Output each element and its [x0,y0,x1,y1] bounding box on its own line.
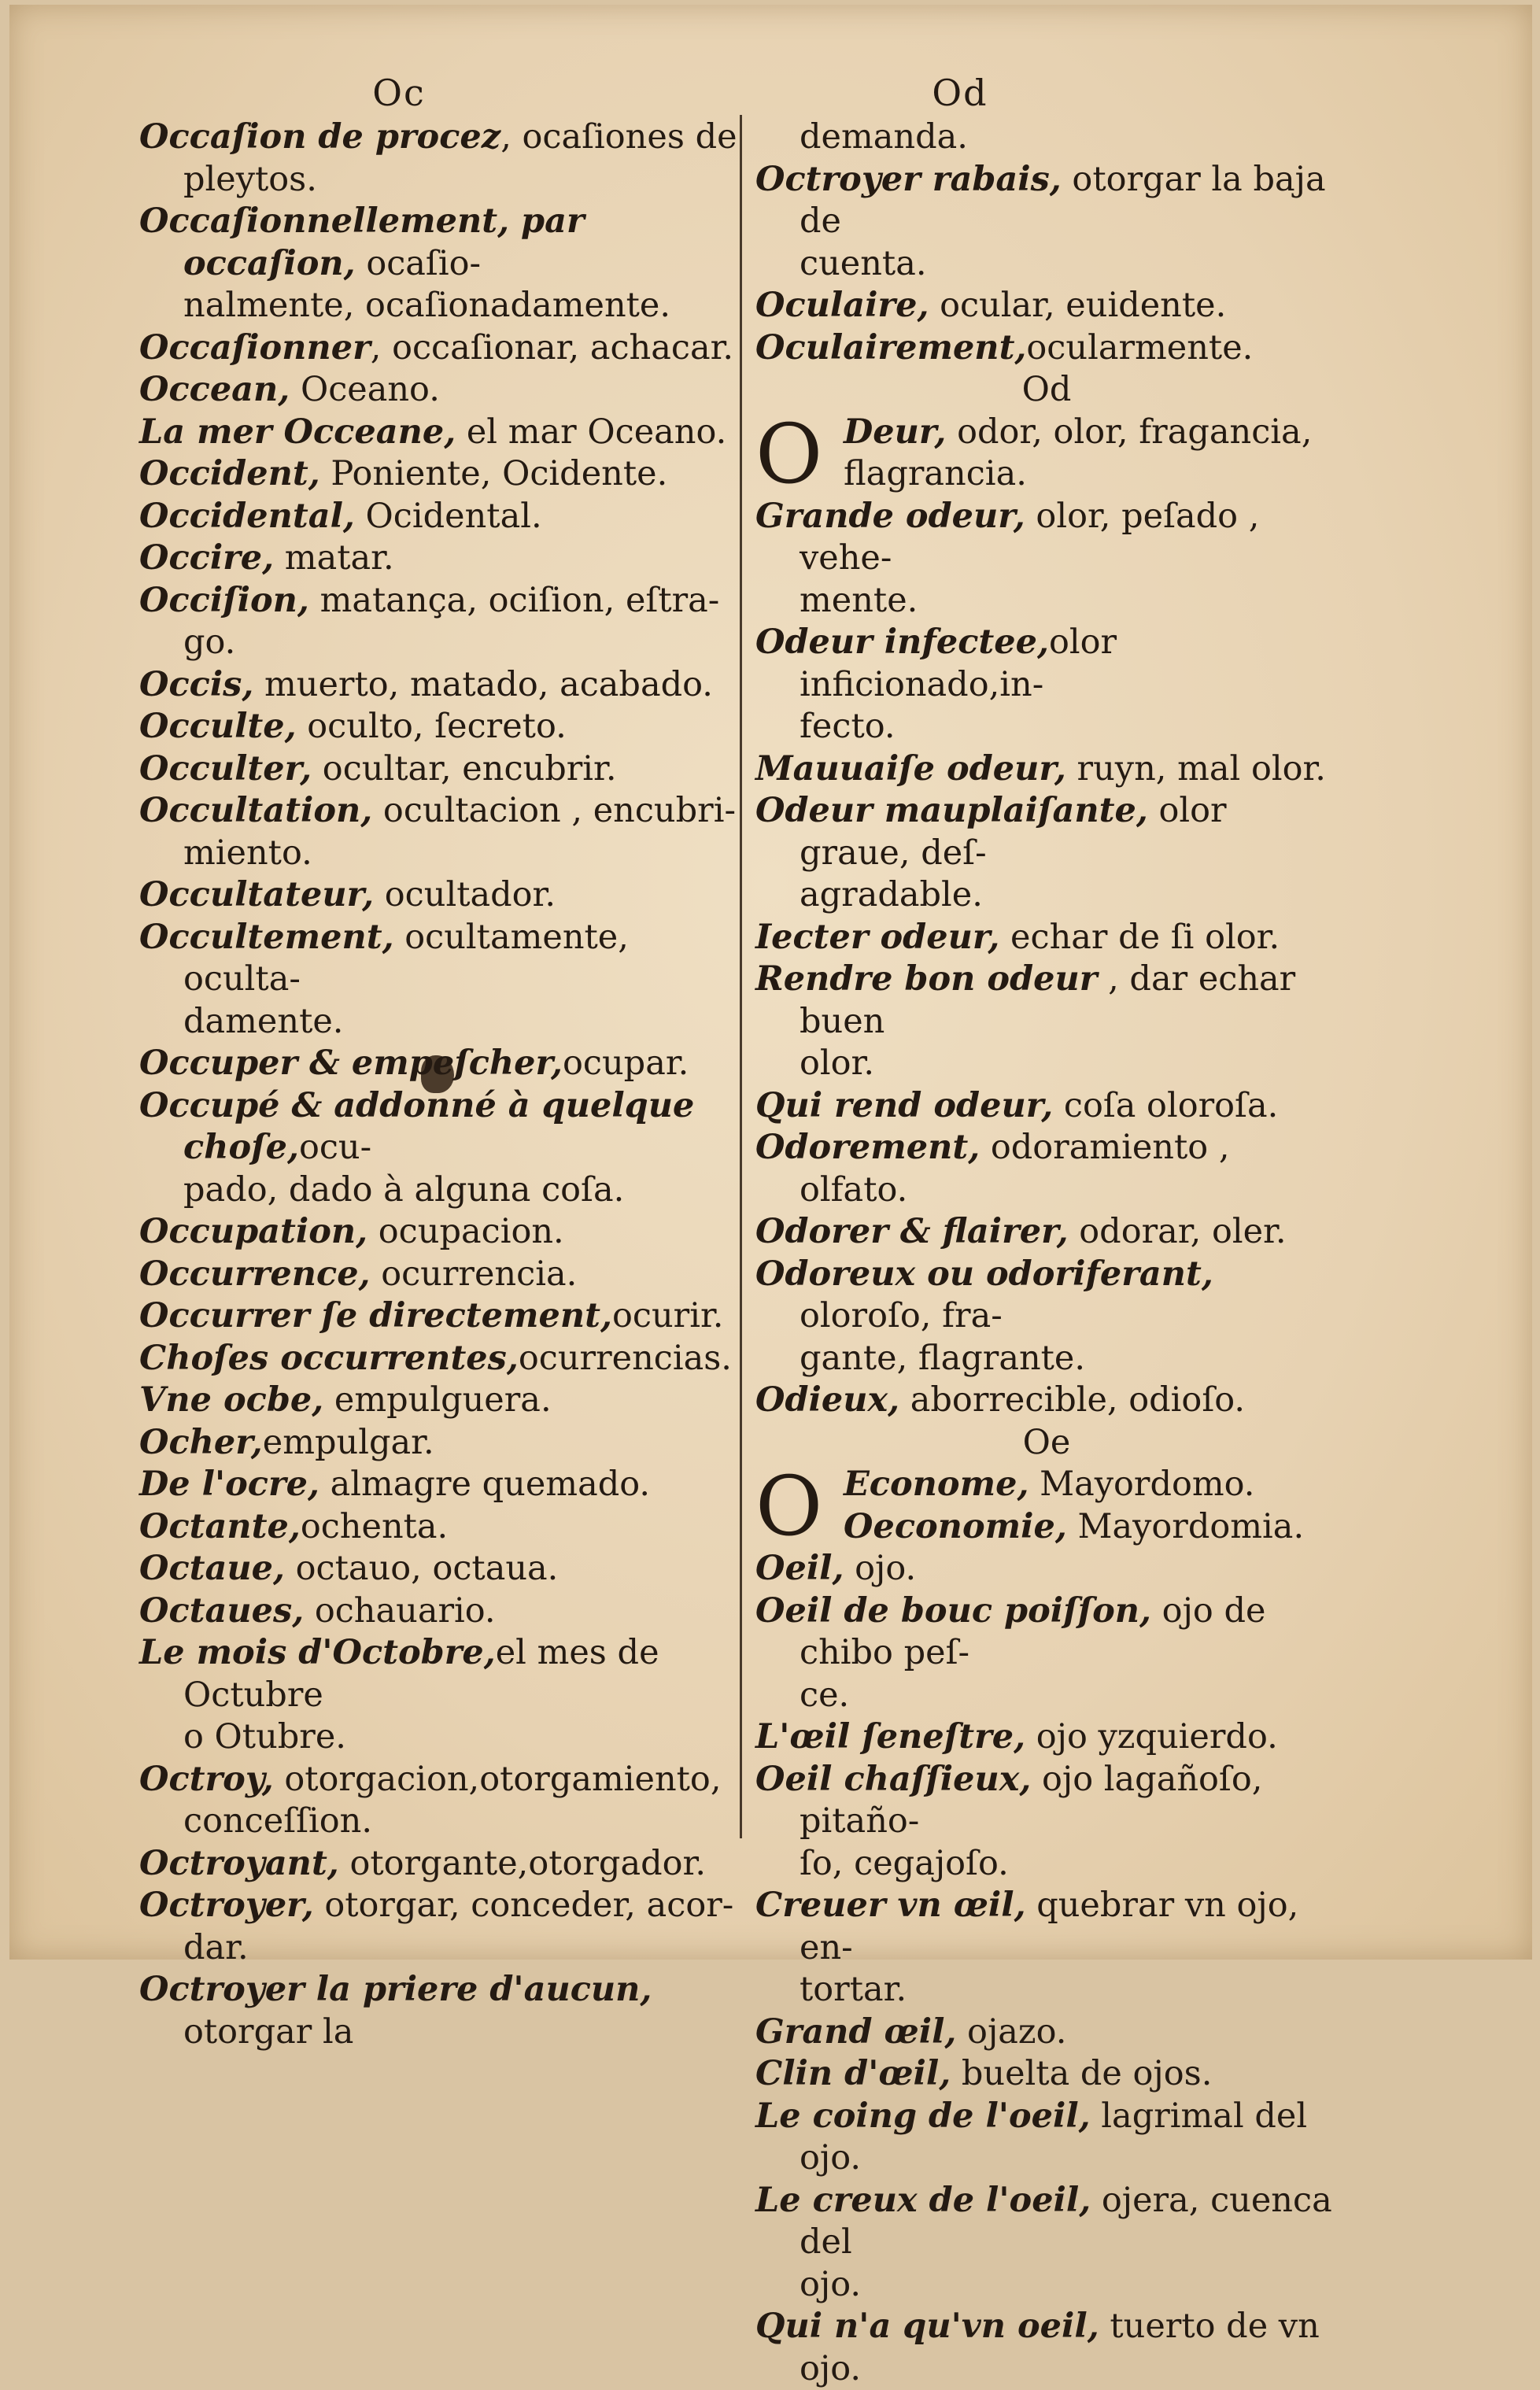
oe-entries [755,1548,1338,2390]
definition: echar de ſi olor. [999,917,1280,957]
definition: otorgante,otorgador. [338,1843,706,1883]
headword: Octroyer rabais, [755,159,1062,199]
definition: coſa oloroſa. [1053,1085,1279,1125]
headword: Clin d'œil, [755,2054,951,2093]
dictionary-entry [139,1380,741,1422]
definition: ojazo. [956,2011,1067,2052]
headword: Ocher, [139,1422,263,1462]
dictionary-entry [139,1338,741,1380]
headword: Odorement, [755,1128,981,1167]
definition-continued: gante, flagrante. [800,1338,1086,1378]
dictionary-entry [755,2306,1338,2390]
definition-continued: agradable. [800,875,983,914]
headword: Grande odeur, [755,496,1025,536]
headword: Deur, [844,412,947,452]
definition: buelta de ojos. [951,2054,1213,2093]
headword: Le mois d'Octobre, [139,1633,496,1672]
definition: odoramiento , olfato. [800,1128,1230,1210]
dictionary-entry [139,412,741,454]
headword: Odeur mauplaiſante, [755,791,1148,830]
definition-continued: ce. [800,1675,850,1715]
definition: ocularmente. [1026,327,1254,368]
definition-continued: dar. [183,1927,249,1967]
definition-continued: mente. [800,580,918,620]
headword: Oculairement, [755,327,1027,368]
headword: Choſes occurrentes, [139,1338,519,1378]
dictionary-entry [755,1759,1338,1843]
headword: La mer Occeane, [139,412,456,452]
dictionary-entry [755,1380,1338,1422]
headword: Occean, [139,370,290,409]
dictionary-entry [755,2011,1338,2054]
definition: demanda. [800,117,968,157]
definition: tuerto de vn ojo. [800,2307,1320,2388]
definition: ochenta. [300,1506,449,1546]
dictionary-entry [755,917,1338,959]
right-column [755,69,1338,2390]
headword: Occire, [139,538,275,578]
dictionary-entry [139,1843,741,1886]
definition: olor, peſado , vehe- [800,496,1260,578]
headword: Creuer vn œil, [755,1886,1026,1925]
dictionary-entry [755,2096,1338,2180]
headword: Octroyer, [139,1886,314,1925]
dictionary-entry [139,1632,741,1716]
dictionary-entry [755,1885,1338,1969]
dictionary-entry [755,1211,1338,1254]
definition: oculto, ſecreto. [296,707,567,746]
headword: Occidental, [139,496,355,536]
definition: ocultamente, oculta- [183,917,629,999]
dictionary-entry [139,664,741,707]
headword: Odorer & flairer, [755,1212,1069,1251]
definition: ojera, cuenca del [800,2180,1332,2262]
definition: otorgar la baja de [800,159,1326,241]
headword: Occident, [139,454,320,493]
definition: almagre quemado. [319,1465,651,1504]
dictionary-entry [755,1085,1338,1128]
drop-cap-o: O [755,405,823,502]
headword: Econome, [844,1465,1029,1504]
headword: Qui n'a qu'vn oeil, [755,2307,1099,2346]
headword: Vne ocbe, [139,1380,324,1420]
dictionary-entry [139,1548,741,1590]
dictionary-entry [755,1716,1338,1759]
definition: ocular, euidente. [929,286,1227,325]
headword: Grand œil, [755,2011,957,2052]
headword: Occultement, [139,917,394,957]
definition: Mayordomo. [1029,1465,1255,1504]
definition-continued: ojo. [800,2264,862,2304]
left-column [139,69,741,2053]
headword: Odieux, [755,1380,900,1420]
definition: matar. [274,538,394,578]
definition: ojo yzquierdo. [1025,1717,1278,1756]
definition: otorgar la [183,2011,354,2052]
definition: empulgar. [262,1422,434,1462]
definition: otorgar, conceder, acor- [313,1886,734,1925]
dictionary-entry [139,874,741,917]
dictionary-entry [139,1759,741,1801]
definition: Mayordomia. [1066,1506,1305,1546]
definition: odorar, oler. [1068,1212,1287,1251]
headword: Occulte, [139,707,297,746]
definition-continued: cuenta. [800,243,927,283]
definition: Poniente, Ocidente. [319,454,668,493]
dictionary-entry [139,1590,741,1633]
dictionary-entry [139,116,741,159]
headword: Occurrence, [139,1254,371,1294]
definition: ocaſio- [355,243,482,283]
definition: , occaſionar, achacar. [370,327,734,368]
dictionary-entry [139,580,741,622]
dictionary-entry [755,285,1338,327]
headword: Oculaire, [755,286,929,325]
section-oe-title: Oe [1022,1422,1071,1462]
definition: ocurrencia. [370,1254,578,1294]
dictionary-entry [139,1254,741,1296]
dictionary-entry [139,537,741,580]
dictionary-entry [755,1590,1338,1675]
headword: Octroyer la priere d'aucun, [139,1970,652,2009]
dictionary-entry [755,790,1338,874]
definition-continued: ſo, cegajoſo. [800,1843,1009,1883]
dictionary-entry [139,1211,741,1254]
dictionary-entry [755,1548,1338,1590]
headword: Octroy, [139,1759,274,1799]
dictionary-entry [755,159,1338,243]
dictionary-entry [139,1506,741,1549]
dictionary-entry [139,1043,741,1085]
headword: Oeil de bouc poiſſon, [755,1590,1152,1631]
definition-continued: go. [183,622,236,662]
definition-continued: pado, dado à alguna coſa. [183,1169,625,1210]
headword: Le coing de l'oeil, [755,2096,1091,2136]
definition-continued: conceſſion. [183,1801,373,1841]
definition: ocultador. [374,875,556,914]
definition: ocupacion. [367,1212,564,1251]
headword: Occiſion, [139,580,309,620]
headword: Qui rend odeur, [755,1085,1054,1125]
definition-continued: miento. [183,833,312,873]
dictionary-entry [139,1885,741,1927]
dictionary-entry [755,1127,1338,1211]
dictionary-entry [755,496,1338,580]
book-page [9,5,1532,2388]
headword: Le creux de l'oeil, [755,2180,1091,2220]
definition: olor inficionado,in- [800,622,1117,704]
section-od-title: Od [1021,370,1072,409]
dictionary-entry [139,327,741,370]
dictionary-entry [139,706,741,748]
headword: Mauuaiſe odeur, [755,748,1066,789]
headword: Iecter odeur, [755,917,1000,957]
headword: Occis, [139,664,254,704]
dictionary-entry [755,2053,1338,2096]
headword: Odoreux ou odoriferant, [755,1254,1213,1294]
headword: Octroyant, [139,1843,339,1883]
section-oe-first-entry [755,1458,1338,1554]
definition: ocultacion , encubri- [372,791,736,830]
definition: ocu- [298,1128,372,1167]
dictionary-entry [139,1422,741,1465]
definition: ojo. [844,1549,917,1588]
headword: De l'ocre, [139,1465,319,1504]
definition: , ocaſiones de [500,117,737,157]
definition: ojo de chibo peſ- [800,1590,1266,1672]
headword: Oeil chaſſieux, [755,1759,1032,1799]
definition: olor graue, deſ- [800,791,1227,873]
definition: el mes de Octubre [183,1633,659,1715]
headword: Occulter, [139,748,312,789]
dictionary-entry [139,790,741,833]
definition: Ocidental. [354,496,542,536]
dictionary-entry [755,622,1338,706]
dictionary-entry [139,453,741,496]
definition: ocurir. [611,1296,724,1335]
dictionary-entry [755,748,1338,791]
definition: muerto, matado, acabado. [253,664,713,704]
dictionary-entry [139,369,741,412]
definition: ocurrencias. [518,1338,732,1378]
dictionary-entry [139,496,741,538]
definition: Oceano. [290,370,440,409]
definition-continued: pleytos. [183,159,317,199]
definition: ochauario. [304,1590,496,1631]
left-column-heading: Oc [372,72,426,114]
headword: Occupation, [139,1212,368,1251]
definition: ojo lagañoſo, pitaño- [800,1759,1263,1841]
headword: Oeconomie, [844,1506,1067,1546]
definition: matança, ociſion, eſtra- [308,580,720,620]
definition: , dar echar buen [800,959,1296,1041]
left-entries [139,116,741,2053]
definition: lagrimal del ojo. [800,2096,1308,2178]
headword: Occuper & empeſcher, [139,1044,563,1083]
headword: Oeil, [755,1549,844,1588]
definition-continued: nalmente, ocaſionadamente. [183,286,671,325]
right-top-entries [755,116,1338,369]
drop-cap-o: O [755,1458,823,1554]
right-column-heading: Od [932,72,988,114]
dictionary-entry [139,748,741,791]
definition: empulguera. [323,1380,552,1420]
definition: odor, olor, fragancia, [946,412,1313,452]
headword: L'œil ſeneſtre, [755,1717,1026,1756]
dictionary-entry [139,1085,741,1169]
definition: aborrecible, odioſo. [899,1380,1246,1420]
dictionary-entry [139,917,741,1001]
dictionary-entry [755,2180,1338,2264]
headword: Occaſionnellement, par occaſion, [139,201,585,283]
dictionary-entry [755,1254,1338,1338]
definition-continued: tortar. [800,1970,907,2009]
headword: Octaues, [139,1590,305,1631]
definition: ocultar, encubrir. [312,748,617,789]
definition-continued: flagrancia. [844,454,1027,493]
dictionary-entry [755,327,1338,370]
dictionary-entry [139,201,741,285]
headword: Occurrer ſe directement, [139,1296,612,1335]
definition-continued: damente. [183,1001,344,1041]
definition: otorgacion,otorgamiento, [273,1759,722,1799]
definition: oloroſo, fra- [800,1296,1003,1335]
definition: quebrar vn ojo, en- [800,1886,1299,1967]
dictionary-entry [139,1969,741,2053]
headword: Occupé & addonné à quelque choſe, [139,1085,695,1167]
headword: Occaſionner [139,327,371,368]
definition: ocupar. [563,1044,689,1083]
headword: Octaue, [139,1549,285,1588]
definition-continued: o Otubre. [183,1717,346,1756]
headword: Occaſion de procez [139,117,501,157]
dictionary-entry [755,959,1338,1043]
headword: Occultation, [139,791,373,830]
headword: Octante, [139,1506,301,1546]
dictionary-entry [139,1464,741,1506]
dictionary-entry [755,116,1338,159]
headword: Odeur infectee, [755,622,1049,662]
dictionary-entry [139,1295,741,1338]
section-od-first-entry [755,405,1338,502]
definition: ruyn, mal olor. [1065,748,1326,789]
definition-continued: olor. [800,1044,875,1083]
headword: Rendre bon odeur [755,959,1098,999]
definition: octauo, octaua. [284,1549,559,1588]
definition-continued: fecto. [800,707,896,746]
od-entries [755,496,1338,1422]
definition: el mar Oceano. [456,412,727,452]
headword: Occultateur, [139,875,375,914]
